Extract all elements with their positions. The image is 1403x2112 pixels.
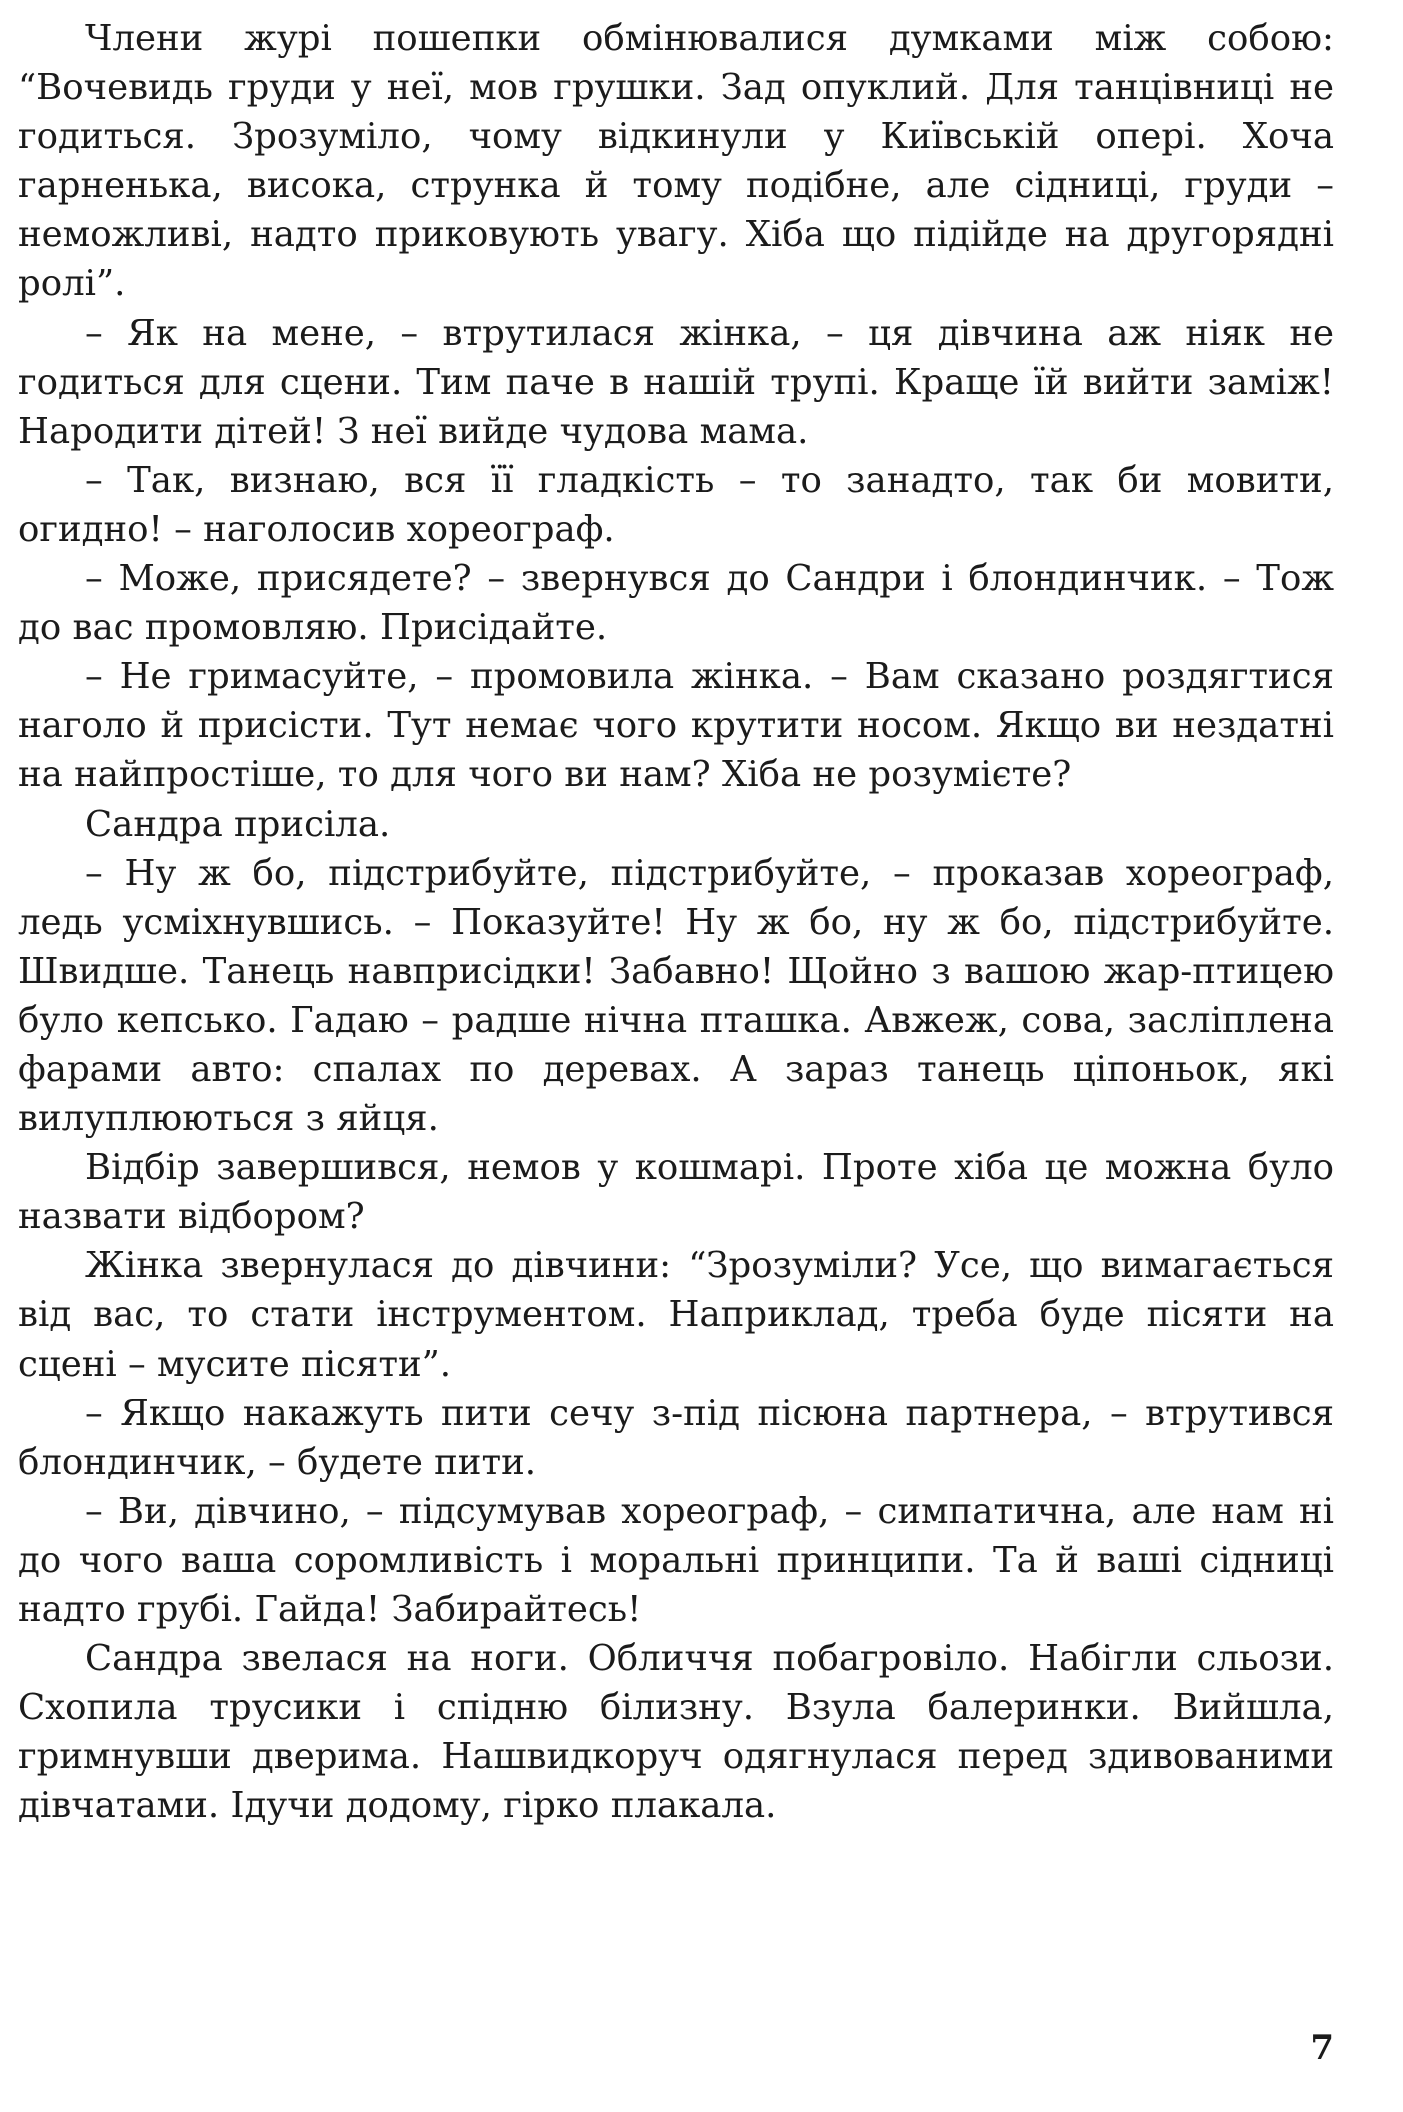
paragraph: – Ну ж бо, підстрибуйте, підстрибуйте, – проказав хореограф, ледь усміхнувшись. – Показуйте! Ну ж бо, ну ж бо, підстрибуйте. Швидше. Танець навприсідки! Забавно! Щойно з вашою жар-птицею було кепсько. Гадаю – радше нічна пташка. Авжеж, сова, засліплена фарами авто: спалах по деревах. А зараз танець ціпоньок, які вилуплюються з яйця. — [18, 852, 1334, 1140]
paragraph: Відбір завершився, немов у кошмарі. Проте хіба це можна було назвати відбором? — [18, 1147, 1334, 1238]
paragraph: Жінка звернулася до дівчини: “Зрозуміли? Усе, що вимагається від вас, то стати інструментом. Наприклад, треба буде пісяти на сцені – мусите пісяти”. — [18, 1245, 1334, 1385]
paragraph: – Ви, дівчино, – підсумував хореограф, – симпатична, але нам ні до чого ваша соромливість і моральні принципи. Та й ваші сідниці надто грубі. Гайда! Забирайтесь! — [18, 1490, 1334, 1630]
paragraph: Сандра звелася на ноги. Обличчя побагровіло. Набігли сльози. Схопила трусики і спідню білизну. Взула балеринки. Вийшла, гримнувши дверима. Нашвидкоруч одягнулася перед здивованими дівчатами. Ідучи додому, гірко плакала. — [18, 1638, 1334, 1827]
body-text — [18, 14, 1334, 1830]
paragraph: – Може, присядете? – звернувся до Сандри і блондинчик. – Тож до вас промовляю. Присідайте. — [18, 558, 1334, 649]
paragraph: Сандра присіла. — [85, 803, 391, 845]
page-number: 7 — [1310, 2028, 1334, 2068]
paragraph: – Не гримасуйте, – промовила жінка. – Вам сказано роздягтися наголо й присісти. Тут немає чого крутити носом. Якщо ви нездатні на найпростіше, то для чого ви нам? Хіба не розумієте? — [18, 656, 1334, 796]
paragraph: – Так, визнаю, вся її гладкість – то занадто, так би мовити, огидно! – наголосив хореограф. — [18, 459, 1334, 550]
paragraph: – Як на мене, – втрутилася жінка, – ця дівчина аж ніяк не годиться для сцени. Тим паче в нашій трупі. Краще їй вийти заміж! Народити дітей! З неї вийде чудова мама. — [18, 312, 1334, 452]
paragraph: – Якщо накажуть пити сечу з-під пісюна партнера, – втрутився блондинчик, – будете пити. — [18, 1392, 1334, 1483]
paragraph: Члени журі пошепки обмінювалися думками між собою: “Вочевидь груди у неї, мов грушки. Зад опуклий. Для танцівниці не годиться. Зрозуміло, чому відкинули у Київській опері. Хоча гарненька, висока, струнка й тому подібне, але сідниці, груди – неможливі, надто приковують увагу. Хіба що підійде на другорядні ролі”. — [18, 18, 1334, 305]
